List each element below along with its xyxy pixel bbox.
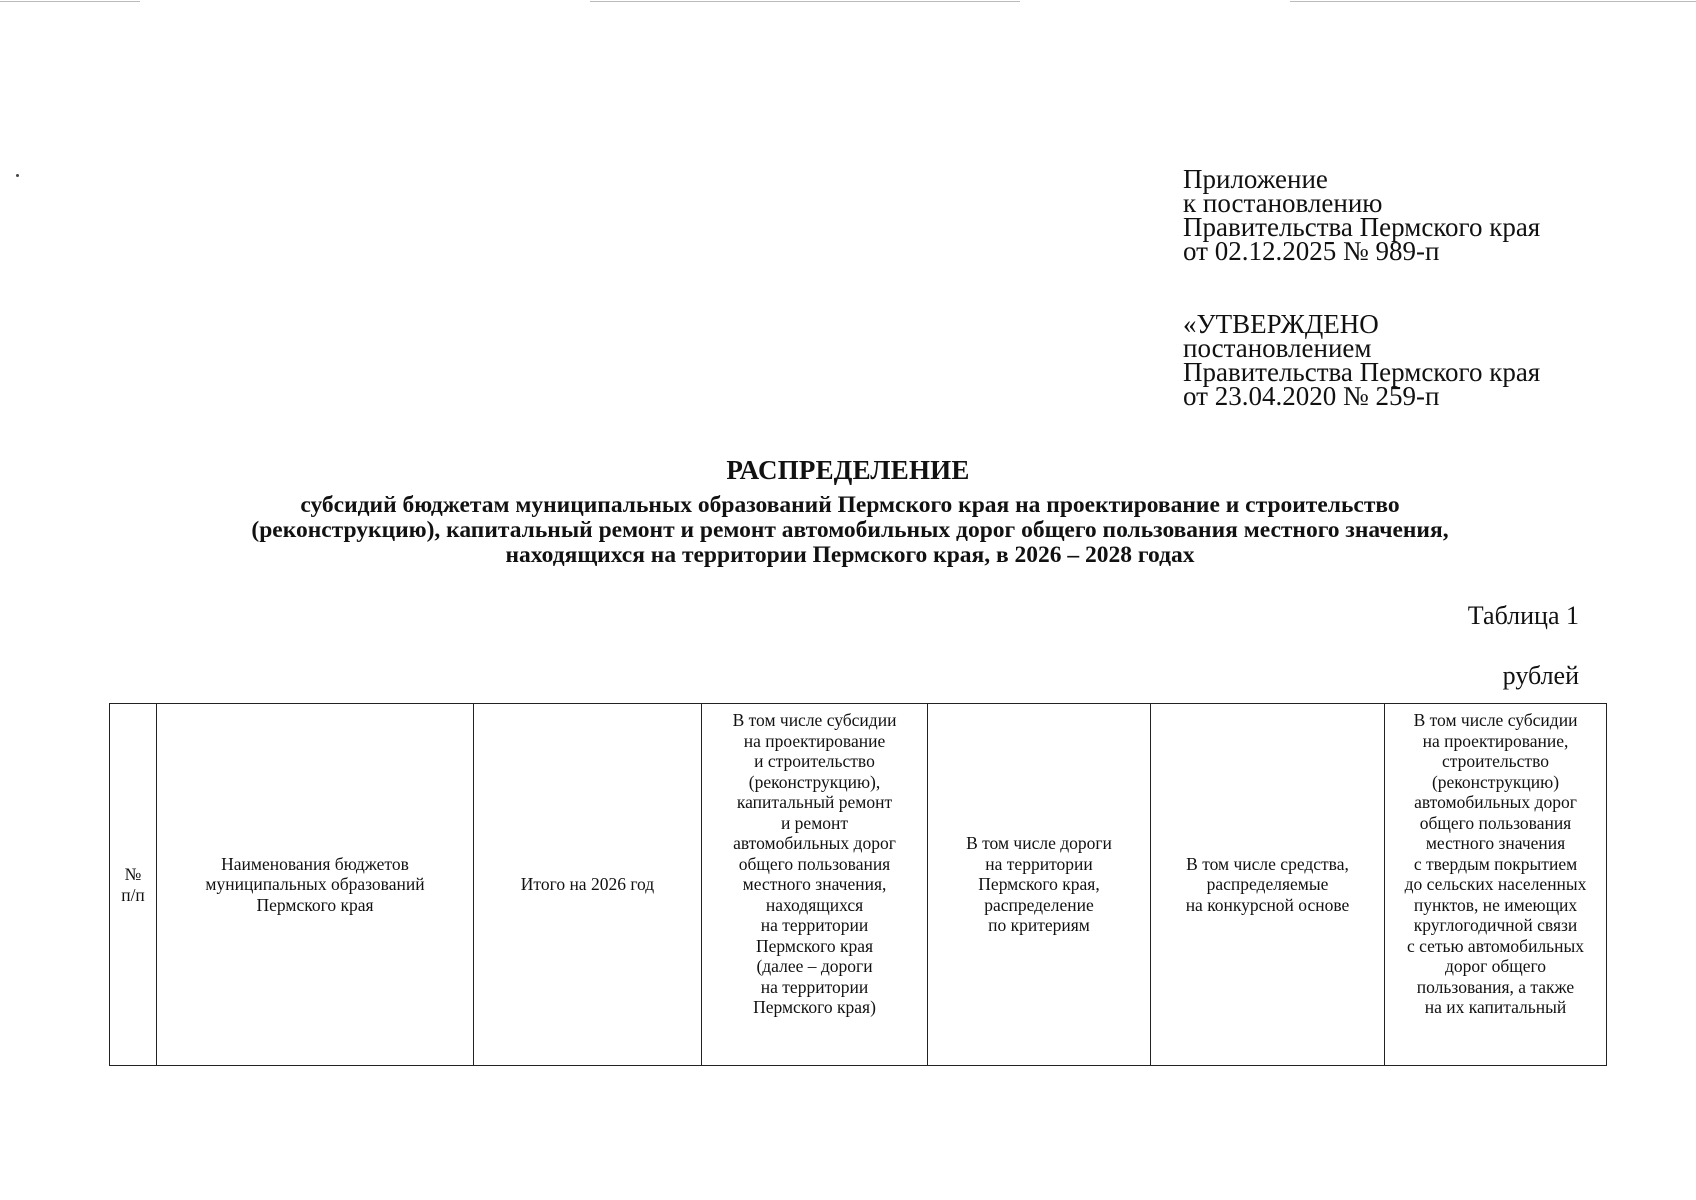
header-text-line: распределяемые — [1206, 874, 1329, 895]
header-text-line: (реконструкцию) — [1431, 771, 1560, 792]
header-text-line: Пермского края — [755, 935, 874, 956]
header-text-line: круглогодичной связи — [1413, 915, 1578, 935]
distribution-table — [109, 703, 1607, 1066]
header-text-line: находящихся — [765, 894, 864, 915]
header-text-line: распределение — [984, 894, 1094, 915]
subtitle-line: субсидий бюджетам муниципальных образований Пермского края на проектирование и строительство — [300, 492, 1400, 518]
header-text-line: на территории — [760, 976, 869, 997]
header-subsidies-roads — [702, 704, 928, 1066]
header-text-line: В том числе субсидии — [1413, 710, 1578, 730]
header-text-line: (реконструкцию), — [748, 771, 881, 792]
header-text-line: строительство — [1442, 751, 1549, 771]
header-text-line: пользования, а также — [1416, 976, 1575, 997]
scan-artifact-line — [590, 1, 1020, 2]
approved-line: от 23.04.2020 № 259-п — [1183, 381, 1440, 411]
header-text-line: и строительство — [754, 751, 875, 771]
header-text-line: Наименования бюджетов — [221, 853, 409, 874]
header-roads-by-criteria — [928, 704, 1151, 1066]
header-text-line: Пермского края) — [753, 997, 876, 1017]
document-subtitle — [80, 493, 1620, 568]
appendix-block — [1183, 164, 1603, 266]
header-competitive-funds — [1151, 704, 1385, 1066]
scan-speck — [16, 174, 19, 177]
scan-artifact-line — [1290, 1, 1696, 2]
appendix-line: Приложение — [1183, 164, 1328, 194]
header-text-line: по критериям — [988, 915, 1090, 936]
header-text-line: Пермского края — [256, 894, 374, 915]
header-text-line: № — [124, 864, 142, 884]
header-text-line: В том числе средства, — [1186, 853, 1349, 874]
subtitle-line: (реконструкцию), капитальный ремонт и ремонт автомобильных дорог общего пользования местного значения, — [251, 517, 1449, 543]
header-text-line: на конкурсной основе — [1185, 894, 1350, 915]
header-text-line: на проектирование — [743, 730, 886, 751]
header-text-line: автомобильных дорог — [733, 833, 896, 853]
header-text-line: капитальный ремонт — [736, 792, 893, 812]
scan-artifact-line — [0, 1, 140, 2]
header-text-line: на территории — [760, 915, 869, 935]
table-header-row — [110, 704, 1607, 1066]
header-text-line: до сельских населенных — [1404, 874, 1587, 894]
header-text-line: В том числе дороги — [966, 833, 1112, 854]
units-caption: рублей — [1502, 661, 1579, 690]
header-text-line: общего пользования — [738, 853, 891, 874]
header-text-line: на их капитальный — [1424, 997, 1567, 1017]
header-text-line: и ремонт — [780, 812, 849, 833]
header-total-2026 — [474, 704, 702, 1066]
header-text-line: Пермского края, — [978, 874, 1100, 895]
header-text-line: (далее – дороги — [756, 956, 873, 976]
appendix-line: к постановлению — [1183, 188, 1383, 218]
header-text-line: с сетью автомобильных — [1406, 935, 1585, 956]
header-text-line: п/п — [121, 884, 145, 905]
approved-line: постановлением — [1183, 333, 1372, 363]
approved-line: «УТВЕРЖДЕНО — [1183, 309, 1379, 339]
appendix-line: Правительства Пермского края — [1183, 212, 1541, 242]
header-text-line: муниципальных образований — [205, 874, 425, 895]
header-text-line: на территории — [985, 853, 1093, 874]
header-subsidies-rural-roads — [1385, 704, 1607, 1066]
approved-line: Правительства Пермского края — [1183, 357, 1541, 387]
document-title: РАСПРЕДЕЛЕНИЕ — [726, 455, 970, 485]
table-caption: Таблица 1 — [1467, 601, 1579, 630]
header-text-line: автомобильных дорог — [1414, 792, 1577, 812]
header-text-line: с твердым покрытием — [1413, 853, 1578, 874]
header-budget-names — [157, 704, 474, 1066]
header-number — [110, 704, 157, 1066]
header-text-line: В том числе субсидии — [732, 710, 897, 730]
header-text-line: местного значения, — [742, 874, 887, 894]
header-text-line: общего пользования — [1419, 812, 1572, 833]
subtitle-line: находящихся на территории Пермского края, в 2026 – 2028 годах — [505, 542, 1195, 568]
header-text-line: пунктов, не имеющих — [1413, 894, 1578, 915]
header-text-line: Итого на 2026 год — [520, 874, 655, 895]
header-text-line: дорог общего — [1444, 956, 1547, 976]
header-text-line: на проектирование, — [1422, 730, 1569, 751]
header-text-line: местного значения — [1425, 833, 1566, 853]
appendix-line: от 02.12.2025 № 989-п — [1183, 236, 1440, 266]
approved-block — [1183, 309, 1603, 411]
